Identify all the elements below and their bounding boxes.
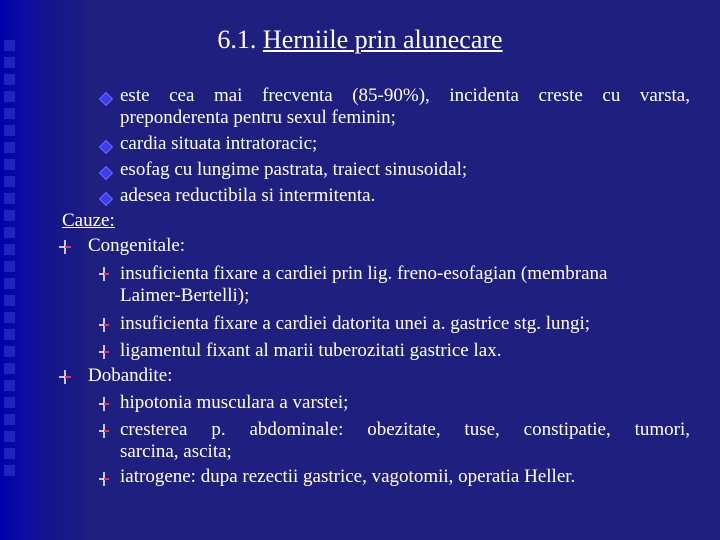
dobandite-item: hipotonia musculara a varstei; xyxy=(120,392,349,413)
dobandite-item: iatrogene: dupa rezectii gastrice, vagotomii, operatia Heller. xyxy=(120,466,576,487)
cross-bullet-icon xyxy=(58,240,72,254)
bullet-text: adesea reductibila si intermitenta. xyxy=(120,185,376,206)
cross-bullet-icon xyxy=(97,345,111,359)
congenitale-label: Congenitale: xyxy=(88,235,186,256)
title-number: 6.1. xyxy=(217,25,257,54)
cross-bullet-icon xyxy=(97,318,111,332)
cross-bullet-icon xyxy=(97,397,111,411)
bullet-text: cardia situata intratoracic; xyxy=(120,133,318,154)
congenitale-item: Laimer-Bertelli); xyxy=(120,285,250,306)
bullet-text: este cea mai frecventa (85-90%), incidenta creste cu varsta, xyxy=(120,85,690,106)
slide-title xyxy=(0,25,720,55)
bullet-text: preponderenta pentru sexul feminin; xyxy=(120,107,396,128)
congenitale-item: insuficienta fixare a cardiei prin lig. freno-esofagian (membrana xyxy=(120,263,608,284)
bullet-text: esofag cu lungime pastrata, traiect sinusoidal; xyxy=(120,159,468,180)
cross-bullet-icon xyxy=(58,370,72,384)
cross-bullet-icon xyxy=(97,424,111,438)
cross-bullet-icon xyxy=(97,267,111,281)
title-text: Herniile prin alunecare xyxy=(262,25,503,54)
cross-bullet-icon xyxy=(97,472,111,486)
congenitale-item: insuficienta fixare a cardiei datorita unei a. gastrice stg. lungi; xyxy=(120,313,591,334)
dobandite-item: sarcina, ascita; xyxy=(120,441,232,462)
cauze-heading: Cauze: xyxy=(62,210,115,231)
congenitale-item: ligamentul fixant al marii tuberozitati gastrice lax. xyxy=(120,340,502,361)
decorative-square-column xyxy=(4,40,16,476)
dobandite-item: cresterea p. abdominale: obezitate, tuse, constipatie, tumori, xyxy=(120,419,690,440)
dobandite-label: Dobandite: xyxy=(88,365,173,386)
